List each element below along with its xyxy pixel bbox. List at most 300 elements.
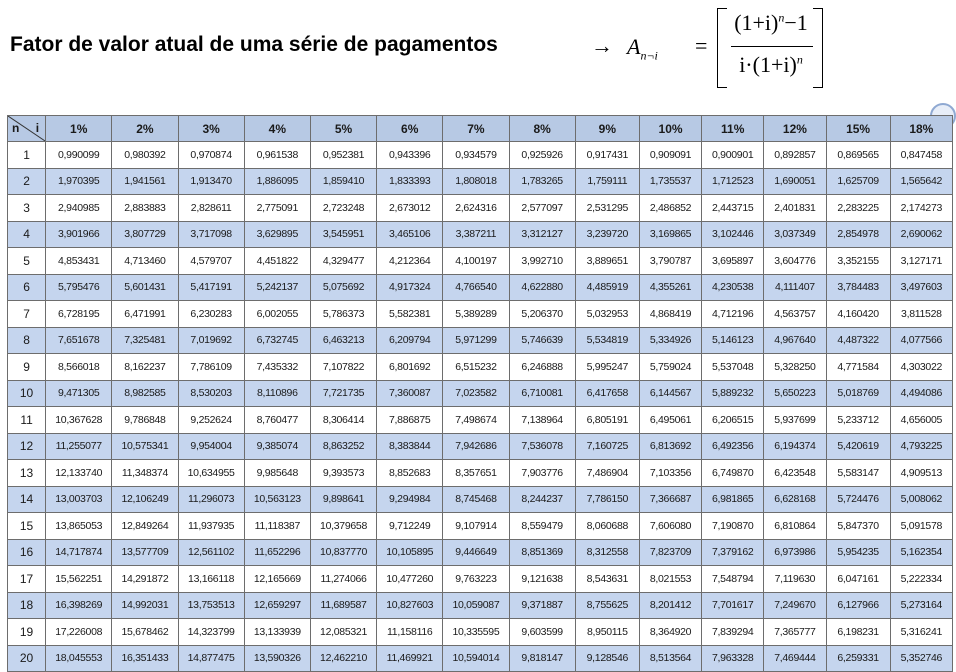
table-row [8, 486, 953, 513]
factor-cell: 10,379658 [310, 513, 376, 540]
factor-cell: 3,784483 [826, 274, 890, 301]
factor-cell: 4,230538 [702, 274, 764, 301]
factor-cell: 3,102446 [702, 221, 764, 248]
factor-cell: 11,689587 [310, 592, 376, 619]
factor-cell: 13,003703 [46, 486, 112, 513]
formula-lhs-symbol: A [627, 34, 641, 59]
factor-cell: 8,566018 [46, 354, 112, 381]
factor-cell: 11,937935 [178, 513, 244, 540]
factor-cell: 3,037349 [764, 221, 826, 248]
factor-cell: 6,002055 [244, 301, 310, 328]
rate-header: 7% [443, 116, 509, 142]
factor-cell: 2,283225 [826, 195, 890, 222]
factor-cell: 6,515232 [443, 354, 509, 381]
factor-cell: 1,970395 [46, 168, 112, 195]
factor-cell: 5,008062 [890, 486, 952, 513]
factor-cell: 7,548794 [702, 566, 764, 593]
factor-cell: 2,624316 [443, 195, 509, 222]
factor-cell: 1,625709 [826, 168, 890, 195]
factor-cell: 0,909091 [639, 142, 701, 169]
rate-header: 1% [46, 116, 112, 142]
factor-cell: 11,158116 [377, 619, 443, 646]
factor-cell: 7,721735 [310, 380, 376, 407]
factor-cell: 9,128546 [575, 645, 639, 672]
right-bracket [813, 8, 823, 88]
factor-cell: 17,226008 [46, 619, 112, 646]
factor-cell: 7,486904 [575, 460, 639, 487]
rate-header: 9% [575, 116, 639, 142]
factor-cell: 3,629895 [244, 221, 310, 248]
factor-cell: 3,352155 [826, 248, 890, 275]
factor-cell: 8,851369 [509, 539, 575, 566]
factor-cell: 10,367628 [46, 407, 112, 434]
factor-cell: 0,980392 [112, 142, 178, 169]
factor-cell: 12,133740 [46, 460, 112, 487]
factor-cell: 13,865053 [46, 513, 112, 540]
factor-cell: 5,417191 [178, 274, 244, 301]
factor-cell: 7,786150 [575, 486, 639, 513]
rate-header: 5% [310, 116, 376, 142]
factor-cell: 10,827603 [377, 592, 443, 619]
factor-cell: 13,166118 [178, 566, 244, 593]
factor-cell: 3,545951 [310, 221, 376, 248]
factor-cell: 11,296073 [178, 486, 244, 513]
factor-cell: 8,110896 [244, 380, 310, 407]
rate-header: 12% [764, 116, 826, 142]
period-cell: 10 [8, 380, 46, 407]
period-cell: 8 [8, 327, 46, 354]
factor-cell: 0,970874 [178, 142, 244, 169]
factor-cell: 11,348374 [112, 460, 178, 487]
factor-cell: 2,723248 [310, 195, 376, 222]
denominator-head: i·(1+i) [739, 52, 797, 77]
factor-cell: 14,992031 [112, 592, 178, 619]
factor-cell: 2,401831 [764, 195, 826, 222]
rate-header: 4% [244, 116, 310, 142]
factor-cell: 8,201412 [639, 592, 701, 619]
factor-cell: 4,868419 [639, 301, 701, 328]
factor-cell: 11,652296 [244, 539, 310, 566]
period-cell: 2 [8, 168, 46, 195]
factor-cell: 8,383844 [377, 433, 443, 460]
table-row [8, 460, 953, 487]
table-row [8, 619, 953, 646]
factor-cell: 3,387211 [443, 221, 509, 248]
table-row [8, 645, 953, 672]
period-cell: 4 [8, 221, 46, 248]
factor-cell: 2,443715 [702, 195, 764, 222]
factor-cell: 15,562251 [46, 566, 112, 593]
table-row [8, 407, 953, 434]
rate-header: 18% [890, 116, 952, 142]
factor-cell: 9,786848 [112, 407, 178, 434]
factor-cell: 5,601431 [112, 274, 178, 301]
rate-header: 15% [826, 116, 890, 142]
factor-cell: 6,732745 [244, 327, 310, 354]
factor-cell: 3,465106 [377, 221, 443, 248]
factor-cell: 1,759111 [575, 168, 639, 195]
factor-cell: 3,992710 [509, 248, 575, 275]
factor-cell: 0,869565 [826, 142, 890, 169]
factor-cell: 2,673012 [377, 195, 443, 222]
factor-cell: 4,967640 [764, 327, 826, 354]
factor-cell: 13,590326 [244, 645, 310, 672]
factor-cell: 5,328250 [764, 354, 826, 381]
factor-cell: 6,259331 [826, 645, 890, 672]
factor-cell: 3,807729 [112, 221, 178, 248]
factor-cell: 12,085321 [310, 619, 376, 646]
factor-cell: 5,537048 [702, 354, 764, 381]
rate-header: 6% [377, 116, 443, 142]
factor-cell: 0,934579 [443, 142, 509, 169]
factor-cell: 2,486852 [639, 195, 701, 222]
period-cell: 20 [8, 645, 46, 672]
factor-cell: 7,119630 [764, 566, 826, 593]
numerator-base: (1+i) [734, 10, 779, 35]
factor-cell: 4,713460 [112, 248, 178, 275]
factor-cell: 5,583147 [826, 460, 890, 487]
factor-cell: 6,810864 [764, 513, 826, 540]
factor-cell: 7,023582 [443, 380, 509, 407]
factor-cell: 6,801692 [377, 354, 443, 381]
factor-cell: 5,847370 [826, 513, 890, 540]
factor-cell: 7,963328 [702, 645, 764, 672]
factor-cell: 5,091578 [890, 513, 952, 540]
factor-cell: 4,793225 [890, 433, 952, 460]
fraction-bar [731, 46, 813, 47]
corner-i-label: i [35, 121, 40, 135]
factor-cell: 14,877475 [178, 645, 244, 672]
period-cell: 17 [8, 566, 46, 593]
factor-cell: 0,990099 [46, 142, 112, 169]
factor-cell: 8,852683 [377, 460, 443, 487]
factor-cell: 6,981865 [702, 486, 764, 513]
factor-cell: 9,898641 [310, 486, 376, 513]
factor-cell: 1,833393 [377, 168, 443, 195]
factor-cell: 10,594014 [443, 645, 509, 672]
factor-cell: 1,783265 [509, 168, 575, 195]
factor-cell: 5,146123 [702, 327, 764, 354]
factor-cell: 14,323799 [178, 619, 244, 646]
period-cell: 12 [8, 433, 46, 460]
factor-cell: 9,985648 [244, 460, 310, 487]
factor-cell: 5,650223 [764, 380, 826, 407]
period-cell: 19 [8, 619, 46, 646]
factor-cell: 14,717874 [46, 539, 112, 566]
factor-cell: 1,859410 [310, 168, 376, 195]
factor-cell: 8,559479 [509, 513, 575, 540]
factor-cell: 1,712523 [702, 168, 764, 195]
factor-cell: 4,712196 [702, 301, 764, 328]
factor-cell: 5,162354 [890, 539, 952, 566]
factor-cell: 8,364920 [639, 619, 701, 646]
factor-cell: 0,917431 [575, 142, 639, 169]
factor-table [7, 115, 953, 672]
corner-n-label: n [12, 121, 20, 135]
factor-cell: 8,745468 [443, 486, 509, 513]
factor-cell: 3,604776 [764, 248, 826, 275]
factor-cell: 8,306414 [310, 407, 376, 434]
factor-cell: 3,889651 [575, 248, 639, 275]
factor-cell: 13,753513 [178, 592, 244, 619]
factor-cell: 1,941561 [112, 168, 178, 195]
factor-cell: 11,274066 [310, 566, 376, 593]
factor-cell: 7,435332 [244, 354, 310, 381]
table-row [8, 248, 953, 275]
factor-cell: 2,775091 [244, 195, 310, 222]
factor-cell: 5,233712 [826, 407, 890, 434]
factor-cell: 15,678462 [112, 619, 178, 646]
factor-cell: 6,206515 [702, 407, 764, 434]
factor-cell: 7,160725 [575, 433, 639, 460]
period-cell: 13 [8, 460, 46, 487]
factor-cell: 4,160420 [826, 301, 890, 328]
factor-cell: 10,563123 [244, 486, 310, 513]
factor-cell: 16,398269 [46, 592, 112, 619]
factor-cell: 4,077566 [890, 327, 952, 354]
factor-cell: 7,019692 [178, 327, 244, 354]
factor-cell: 7,107822 [310, 354, 376, 381]
factor-cell: 1,735537 [639, 168, 701, 195]
factor-cell: 8,312558 [575, 539, 639, 566]
factor-cell: 7,536078 [509, 433, 575, 460]
factor-cell: 3,901966 [46, 221, 112, 248]
factor-cell: 0,892857 [764, 142, 826, 169]
formula-denominator [729, 52, 813, 78]
factor-cell: 6,423548 [764, 460, 826, 487]
denominator-exponent: n [796, 52, 803, 67]
factor-cell: 5,759024 [639, 354, 701, 381]
formula-equals: = [695, 33, 708, 58]
factor-cell: 3,127171 [890, 248, 952, 275]
factor-cell: 4,100197 [443, 248, 509, 275]
table-row [8, 433, 953, 460]
factor-cell: 5,075692 [310, 274, 376, 301]
factor-cell: 10,335595 [443, 619, 509, 646]
factor-cell: 4,579707 [178, 248, 244, 275]
factor-cell: 2,690062 [890, 221, 952, 248]
period-cell: 16 [8, 539, 46, 566]
page-title: Fator de valor atual de uma série de pagamentos [10, 33, 498, 56]
table-row [8, 539, 953, 566]
factor-cell: 0,943396 [377, 142, 443, 169]
factor-cell: 6,749870 [702, 460, 764, 487]
factor-cell: 1,690051 [764, 168, 826, 195]
factor-cell: 7,498674 [443, 407, 509, 434]
factor-cell: 6,471991 [112, 301, 178, 328]
table-row [8, 380, 953, 407]
factor-cell: 6,628168 [764, 486, 826, 513]
factor-cell: 5,971299 [443, 327, 509, 354]
factor-cell: 11,118387 [244, 513, 310, 540]
factor-cell: 7,701617 [702, 592, 764, 619]
factor-cell: 5,534819 [575, 327, 639, 354]
factor-cell: 5,018769 [826, 380, 890, 407]
factor-cell: 8,760477 [244, 407, 310, 434]
table-row [8, 327, 953, 354]
factor-cell: 4,303022 [890, 354, 952, 381]
factor-cell: 13,577709 [112, 539, 178, 566]
factor-cell: 3,497603 [890, 274, 952, 301]
factor-cell: 2,940985 [46, 195, 112, 222]
factor-cell: 0,847458 [890, 142, 952, 169]
factor-cell: 3,695897 [702, 248, 764, 275]
factor-cell: 7,903776 [509, 460, 575, 487]
factor-cell: 5,334926 [639, 327, 701, 354]
factor-cell: 11,469921 [377, 645, 443, 672]
factor-cell: 4,451822 [244, 248, 310, 275]
formula-numerator [729, 10, 813, 36]
factor-cell: 5,889232 [702, 380, 764, 407]
factor-cell: 1,886095 [244, 168, 310, 195]
table-header-row [8, 116, 953, 142]
factor-cell: 16,351433 [112, 645, 178, 672]
factor-cell: 3,717098 [178, 221, 244, 248]
rate-header: 3% [178, 116, 244, 142]
factor-cell: 8,060688 [575, 513, 639, 540]
factor-cell: 6,417658 [575, 380, 639, 407]
period-cell: 18 [8, 592, 46, 619]
factor-cell: 7,366687 [639, 486, 701, 513]
factor-cell: 9,107914 [443, 513, 509, 540]
factor-cell: 11,255077 [46, 433, 112, 460]
factor-cell: 8,513564 [639, 645, 701, 672]
factor-cell: 9,818147 [509, 645, 575, 672]
factor-cell: 6,144567 [639, 380, 701, 407]
period-cell: 14 [8, 486, 46, 513]
factor-cell: 9,603599 [509, 619, 575, 646]
factor-cell: 7,823709 [639, 539, 701, 566]
factor-cell: 7,379162 [702, 539, 764, 566]
rate-header: 11% [702, 116, 764, 142]
factor-cell: 5,420619 [826, 433, 890, 460]
rate-header: 8% [509, 116, 575, 142]
factor-cell: 10,105895 [377, 539, 443, 566]
factor-cell: 5,746639 [509, 327, 575, 354]
factor-cell: 9,471305 [46, 380, 112, 407]
factor-cell: 4,212364 [377, 248, 443, 275]
factor-cell: 5,206370 [509, 301, 575, 328]
factor-cell: 8,755625 [575, 592, 639, 619]
factor-cell: 5,954235 [826, 539, 890, 566]
table-body [8, 142, 953, 672]
table-row [8, 513, 953, 540]
period-cell: 11 [8, 407, 46, 434]
factor-cell: 4,622880 [509, 274, 575, 301]
factor-cell: 7,365777 [764, 619, 826, 646]
factor-cell: 8,543631 [575, 566, 639, 593]
factor-cell: 6,463213 [310, 327, 376, 354]
factor-cell: 6,230283 [178, 301, 244, 328]
factor-cell: 0,925926 [509, 142, 575, 169]
factor-cell: 9,446649 [443, 539, 509, 566]
factor-cell: 2,854978 [826, 221, 890, 248]
factor-cell: 9,763223 [443, 566, 509, 593]
factor-cell: 6,047161 [826, 566, 890, 593]
factor-cell: 6,710081 [509, 380, 575, 407]
factor-cell: 5,582381 [377, 301, 443, 328]
factor-cell: 18,045553 [46, 645, 112, 672]
factor-cell: 7,249670 [764, 592, 826, 619]
formula-lhs [627, 34, 658, 63]
factor-cell: 8,950115 [575, 619, 639, 646]
factor-cell: 5,995247 [575, 354, 639, 381]
factor-cell: 2,577097 [509, 195, 575, 222]
factor-cell: 5,316241 [890, 619, 952, 646]
factor-cell: 4,771584 [826, 354, 890, 381]
factor-cell: 5,273164 [890, 592, 952, 619]
table-row [8, 221, 953, 248]
formula-lhs-subscript: n¬i [640, 48, 658, 63]
factor-cell: 6,127966 [826, 592, 890, 619]
factor-cell: 9,712249 [377, 513, 443, 540]
factor-cell: 6,492356 [702, 433, 764, 460]
factor-cell: 0,961538 [244, 142, 310, 169]
factor-cell: 3,811528 [890, 301, 952, 328]
factor-cell: 5,222334 [890, 566, 952, 593]
factor-cell: 0,952381 [310, 142, 376, 169]
factor-cell: 5,786373 [310, 301, 376, 328]
numerator-tail: −1 [784, 10, 808, 35]
factor-cell: 14,291872 [112, 566, 178, 593]
period-cell: 1 [8, 142, 46, 169]
period-cell: 5 [8, 248, 46, 275]
left-bracket [717, 8, 727, 88]
factor-cell: 6,246888 [509, 354, 575, 381]
factor-cell: 12,561102 [178, 539, 244, 566]
factor-cell: 3,239720 [575, 221, 639, 248]
factor-cell: 8,863252 [310, 433, 376, 460]
factor-cell: 7,190870 [702, 513, 764, 540]
factor-cell: 6,198231 [826, 619, 890, 646]
factor-cell: 1,565642 [890, 168, 952, 195]
factor-cell: 8,982585 [112, 380, 178, 407]
factor-cell: 9,385074 [244, 433, 310, 460]
factor-cell: 3,312127 [509, 221, 575, 248]
factor-cell: 4,563757 [764, 301, 826, 328]
factor-cell: 7,325481 [112, 327, 178, 354]
factor-cell: 10,575341 [112, 433, 178, 460]
factor-cell: 7,469444 [764, 645, 826, 672]
factor-cell: 8,021553 [639, 566, 701, 593]
factor-cell: 7,886875 [377, 407, 443, 434]
numerator-exponent: n [778, 10, 785, 25]
factor-cell: 12,462210 [310, 645, 376, 672]
factor-cell: 5,937699 [764, 407, 826, 434]
factor-cell: 5,032953 [575, 301, 639, 328]
factor-cell: 4,766540 [443, 274, 509, 301]
factor-cell: 4,494086 [890, 380, 952, 407]
factor-cell: 4,853431 [46, 248, 112, 275]
factor-cell: 4,487322 [826, 327, 890, 354]
factor-cell: 3,169865 [639, 221, 701, 248]
factor-cell: 6,805191 [575, 407, 639, 434]
factor-cell: 4,917324 [377, 274, 443, 301]
factor-cell: 7,942686 [443, 433, 509, 460]
factor-cell: 12,106249 [112, 486, 178, 513]
rate-header: 2% [112, 116, 178, 142]
factor-cell: 7,651678 [46, 327, 112, 354]
factor-cell: 1,913470 [178, 168, 244, 195]
factor-cell: 10,477260 [377, 566, 443, 593]
factor-cell: 7,786109 [178, 354, 244, 381]
table-row [8, 195, 953, 222]
factor-cell: 7,138964 [509, 407, 575, 434]
factor-cell: 8,357651 [443, 460, 509, 487]
factor-cell: 1,808018 [443, 168, 509, 195]
table-row [8, 274, 953, 301]
factor-cell: 12,659297 [244, 592, 310, 619]
